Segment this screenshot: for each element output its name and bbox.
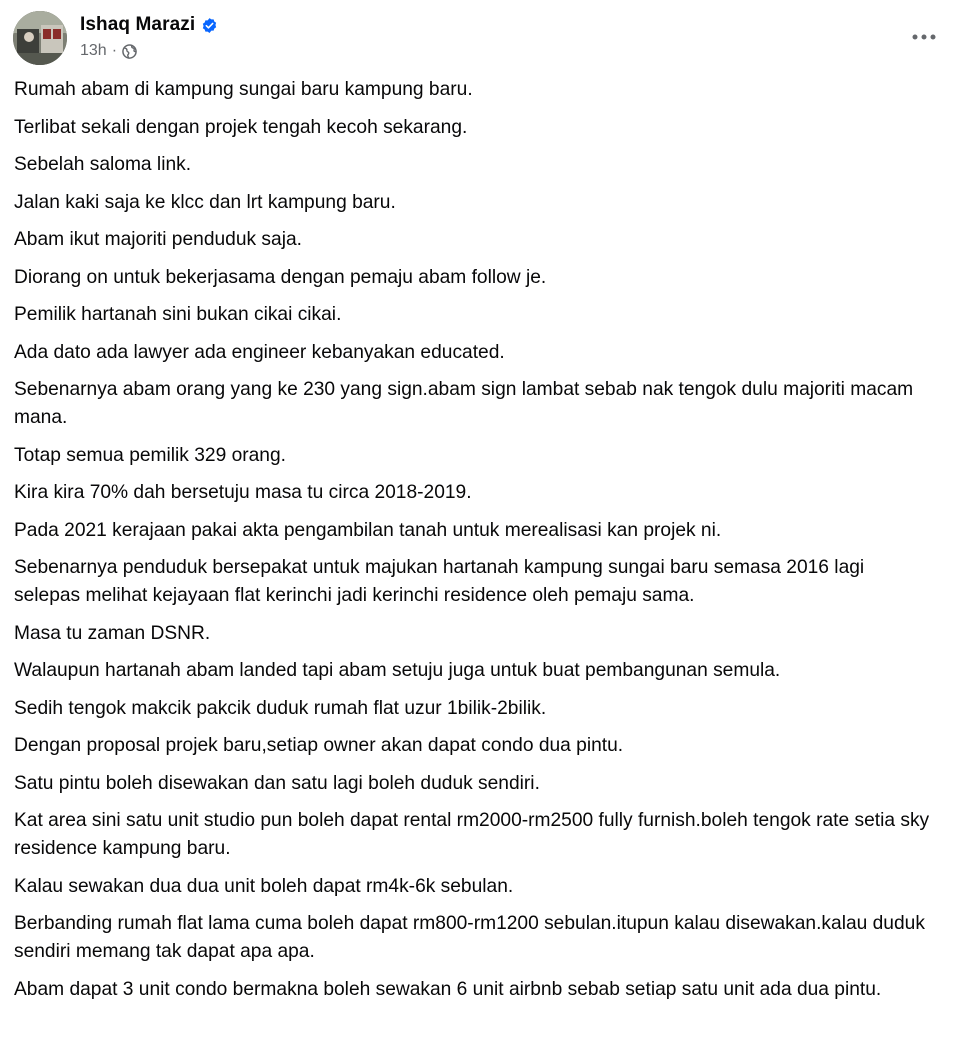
post-paragraph: Abam dapat 3 unit condo bermakna boleh sewakan 6 unit airbnb sebab setiap satu unit ada dua pintu. — [14, 978, 882, 1000]
post-paragraph: Abam ikut majoriti penduduk saja. — [14, 229, 302, 250]
post-body — [14, 76, 934, 1013]
author-name[interactable]: Ishaq Marazi — [80, 14, 196, 35]
post-paragraph: Terlibat sekali dengan projek tengah kecoh sekarang. — [14, 116, 468, 138]
avatar-image — [13, 11, 67, 65]
post-paragraph: Ada dato ada lawyer ada engineer kebanyakan educated. — [14, 341, 505, 363]
post-paragraph: Satu pintu boleh disewakan dan satu lagi boleh duduk sendiri. — [14, 772, 540, 794]
post-paragraph: Berbanding rumah flat lama cuma boleh dapat rm800-rm1200 sebulan.itupun kalau disewakan.kalau duduk sendiri memang tak dapat apa apa. — [14, 913, 925, 962]
post-meta — [80, 40, 137, 62]
post-timestamp[interactable]: 13h — [80, 42, 107, 59]
post-paragraph: Pada 2021 kerajaan pakai akta pengambilan tanah untuk merealisasi kan projek ni. — [14, 519, 722, 541]
post-paragraph: Dengan proposal projek baru,setiap owner akan dapat condo dua pintu. — [14, 735, 624, 756]
post-paragraph: Sebelah saloma link. — [14, 154, 192, 175]
post-paragraph: Rumah abam di kampung sungai baru kampung baru. — [14, 79, 473, 100]
globe-icon[interactable] — [122, 44, 137, 59]
post-paragraph: Kalau sewakan dua dua unit boleh dapat rm4k-6k sebulan. — [14, 875, 514, 897]
verified-badge-icon — [201, 17, 218, 34]
post-paragraph: Walaupun hartanah abam landed tapi abam setuju juga untuk buat pembangunan semula. — [14, 660, 781, 681]
post-paragraph: Diorang on untuk bekerjasama dengan pemaju abam follow je. — [14, 266, 547, 288]
post-header — [0, 0, 956, 72]
post-paragraph: Kat area sini satu unit studio pun boleh dapat rental rm2000-rm2500 fully furnish.boleh tengok rate setia sky residence kampung baru. — [14, 810, 930, 859]
post-paragraph: Totap semua pemilik 329 orang. — [14, 444, 286, 466]
author-line — [80, 12, 218, 38]
post-paragraph: Sebenarnya penduduk bersepakat untuk majukan hartanah kampung sungai baru semasa 2016 lagi selepas melihat kejayaan flat kerinchi jadi kerinchi residence oleh pemaju sama. — [14, 557, 865, 606]
post-paragraph: Pemilik hartanah sini bukan cikai cikai. — [14, 304, 342, 325]
meta-separator: · — [111, 42, 118, 59]
post-paragraph: Kira kira 70% dah bersetuju masa tu circa 2018-2019. — [14, 482, 472, 503]
post-paragraph: Masa tu zaman DSNR. — [14, 622, 211, 644]
more-options-button[interactable] — [906, 19, 942, 55]
avatar[interactable] — [13, 11, 67, 65]
post-paragraph: Sedih tengok makcik pakcik duduk rumah flat uzur 1bilik-2bilik. — [14, 697, 547, 719]
post-paragraph: Sebenarnya abam orang yang ke 230 yang sign.abam sign lambat sebab nak tengok dulu majoriti macam mana. — [14, 379, 914, 428]
post-paragraph: Jalan kaki saja ke klcc dan lrt kampung baru. — [14, 191, 396, 213]
more-horizontal-icon — [912, 34, 936, 40]
